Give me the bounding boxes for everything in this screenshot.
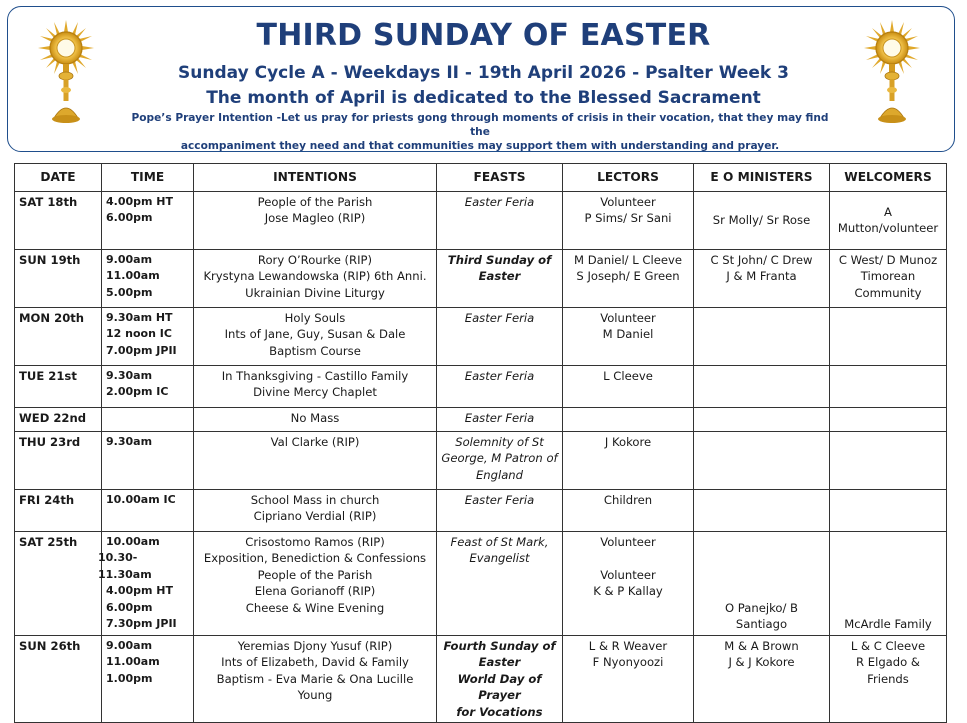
time-text: 4.00pm HT bbox=[106, 584, 174, 597]
intention-text: Crisostomo Ramos (RIP) bbox=[245, 534, 385, 549]
intention-text: Elena Gorianoff (RIP) bbox=[254, 584, 376, 598]
lector-text: F Nyonyoozi bbox=[592, 655, 664, 669]
table-row bbox=[15, 365, 947, 407]
popes-prayer-intention bbox=[130, 111, 830, 153]
feast-text: Easter bbox=[478, 269, 521, 283]
welcomers-cell bbox=[830, 307, 947, 365]
intention-text: Ints of Jane, Guy, Susan & Dale bbox=[224, 327, 406, 341]
lector-text bbox=[567, 550, 689, 567]
time-cell bbox=[102, 307, 194, 365]
lectors-cell bbox=[563, 531, 694, 635]
lectors-cell bbox=[563, 431, 694, 489]
intentions-cell bbox=[194, 365, 437, 407]
intentions-cell bbox=[194, 249, 437, 307]
column-header: DATE bbox=[15, 164, 102, 192]
time-cell bbox=[102, 407, 194, 431]
lector-text: M Daniel/ L Cleeve bbox=[574, 252, 682, 267]
feast-text: George, M Patron of bbox=[441, 451, 558, 465]
lector-text: S Joseph/ E Green bbox=[576, 269, 680, 283]
table-row bbox=[15, 407, 947, 431]
feast-text: Easter bbox=[478, 655, 521, 669]
page-subtitle: Sunday Cycle A - Weekdays II - 19th April 2026 - Psalter Week 3 bbox=[178, 63, 789, 83]
lectors-cell bbox=[563, 307, 694, 365]
intention-text: Val Clarke (RIP) bbox=[270, 434, 360, 449]
table-row bbox=[15, 249, 947, 307]
feast-text: Third Sunday of bbox=[447, 252, 552, 267]
time-text: 6.00pm bbox=[106, 211, 153, 224]
lector-text: Volunteer bbox=[600, 534, 656, 549]
lectors-cell bbox=[563, 191, 694, 249]
lector-text: J Kokore bbox=[604, 434, 652, 449]
time-cell bbox=[102, 489, 194, 531]
eo-ministers-cell bbox=[694, 249, 830, 307]
welcomer-text: Timorean bbox=[860, 269, 916, 283]
column-header: TIME bbox=[102, 164, 194, 192]
welcomer-text: Community bbox=[854, 285, 922, 300]
eo-text: J & J Kokore bbox=[728, 655, 795, 669]
eo-ministers-cell bbox=[694, 307, 830, 365]
lectors-cell bbox=[563, 489, 694, 531]
table-row bbox=[15, 531, 947, 635]
intention-text: Exposition, Benediction & Confessions bbox=[203, 551, 427, 565]
time-text: 11.00am bbox=[106, 269, 160, 282]
feast-cell bbox=[437, 249, 563, 307]
welcomers-cell bbox=[830, 635, 947, 723]
eo-text: Sr Molly/ Sr Rose bbox=[712, 212, 811, 227]
eo-text: C St John/ C Drew bbox=[710, 252, 813, 267]
intention-text: Holy Souls bbox=[284, 310, 346, 325]
intentions-cell bbox=[194, 531, 437, 635]
lectors-cell bbox=[563, 365, 694, 407]
time-text: 12 noon IC bbox=[106, 327, 172, 340]
time-text: 2.00pm IC bbox=[106, 385, 169, 398]
time-text: 11.00am bbox=[106, 655, 160, 668]
lector-text: L & R Weaver bbox=[588, 638, 668, 653]
lector-text: Volunteer bbox=[600, 310, 656, 325]
lector-text: Volunteer bbox=[600, 567, 656, 582]
time-cell bbox=[102, 635, 194, 723]
eo-ministers-cell bbox=[694, 191, 830, 249]
intention-text: Ukrainian Divine Liturgy bbox=[245, 285, 385, 300]
intentions-cell bbox=[194, 407, 437, 431]
lector-text: L Cleeve bbox=[603, 368, 653, 383]
time-text: 7.30pm JPII bbox=[106, 617, 177, 630]
intention-text: Divine Mercy Chaplet bbox=[253, 385, 377, 399]
date-cell: SUN 19th bbox=[15, 249, 102, 307]
time-text: 9.00am bbox=[106, 252, 153, 266]
lector-text: K & P Kallay bbox=[593, 584, 663, 598]
feast-text: Easter Feria bbox=[464, 310, 535, 325]
feast-cell bbox=[437, 407, 563, 431]
date-cell: FRI 24th bbox=[15, 489, 102, 531]
table-header-row bbox=[15, 164, 947, 192]
column-header: E O MINISTERS bbox=[694, 164, 830, 192]
eo-text: J & M Franta bbox=[726, 269, 797, 283]
column-header: WELCOMERS bbox=[830, 164, 947, 192]
lectors-cell bbox=[563, 407, 694, 431]
feast-cell bbox=[437, 307, 563, 365]
intentions-cell bbox=[194, 191, 437, 249]
time-text: 9.30am bbox=[106, 368, 153, 382]
lector-text: M Daniel bbox=[602, 327, 654, 341]
feast-text: Fourth Sunday of bbox=[443, 638, 556, 653]
date-cell: WED 22nd bbox=[15, 407, 102, 431]
time-text: 10.00am IC bbox=[106, 492, 176, 506]
welcomers-cell bbox=[830, 431, 947, 489]
feast-text: Easter Feria bbox=[464, 194, 535, 209]
feast-cell bbox=[437, 531, 563, 635]
feast-text: Evangelist bbox=[469, 551, 530, 565]
page-title: THIRD SUNDAY OF EASTER bbox=[256, 18, 711, 53]
feast-cell bbox=[437, 365, 563, 407]
eo-ministers-cell bbox=[694, 365, 830, 407]
time-text: 5.00pm bbox=[106, 285, 153, 299]
intention-text: In Thanksgiving - Castillo Family bbox=[221, 368, 409, 383]
feast-text: Easter Feria bbox=[464, 368, 535, 383]
lectors-cell bbox=[563, 635, 694, 723]
eo-ministers-cell bbox=[694, 635, 830, 723]
date-cell: TUE 21st bbox=[15, 365, 102, 407]
welcomers-cell bbox=[830, 249, 947, 307]
lector-text: P Sims/ Sr Sani bbox=[584, 211, 672, 225]
time-text: 9.30am bbox=[106, 434, 153, 448]
intentions-cell bbox=[194, 635, 437, 723]
feast-text: for Vocations bbox=[456, 704, 543, 719]
month-dedication: The month of April is dedicated to the Blessed Sacrament bbox=[206, 88, 761, 108]
welcomers-cell bbox=[830, 489, 947, 531]
eo-ministers-cell bbox=[694, 531, 830, 635]
column-header: FEASTS bbox=[437, 164, 563, 192]
time-text: 1.00pm bbox=[106, 671, 153, 685]
intention-text: People of the Parish bbox=[257, 194, 373, 209]
mass-schedule-table bbox=[14, 163, 947, 723]
intention-text: Baptism Course bbox=[269, 343, 361, 358]
lector-text: Children bbox=[603, 492, 653, 507]
table-row bbox=[15, 191, 947, 249]
welcomers-cell bbox=[830, 407, 947, 431]
feast-text: Solemnity of St bbox=[455, 434, 544, 449]
time-text: 4.00pm HT bbox=[106, 194, 174, 208]
time-cell bbox=[102, 365, 194, 407]
feast-cell bbox=[437, 635, 563, 723]
feast-text: Feast of St Mark, bbox=[450, 534, 549, 549]
prayer-line: Pope’s Prayer Intention -Let us pray for priests gong through moments of crisis in their vocation, that they may find the bbox=[131, 112, 829, 138]
intention-text: Krystyna Lewandowska (RIP) 6th Anni. bbox=[203, 269, 427, 283]
time-cell bbox=[102, 249, 194, 307]
feast-text: England bbox=[475, 467, 524, 482]
feast-text: World Day of Prayer bbox=[457, 671, 542, 702]
welcomer-text: L & C Cleeve bbox=[850, 638, 926, 653]
intention-text: Baptism - Eva Marie & Ona Lucille Young bbox=[216, 671, 414, 702]
table-row bbox=[15, 431, 947, 489]
feast-text: Easter Feria bbox=[464, 410, 535, 425]
date-cell: SUN 26th bbox=[15, 635, 102, 723]
feast-cell bbox=[437, 191, 563, 249]
intention-text: Yeremias Djony Yusuf (RIP) bbox=[237, 638, 393, 653]
feast-cell bbox=[437, 489, 563, 531]
intention-text: Cheese & Wine Evening bbox=[245, 600, 385, 615]
table-row bbox=[15, 307, 947, 365]
time-text: 7.00pm JPII bbox=[106, 343, 177, 357]
eo-ministers-cell bbox=[694, 489, 830, 531]
column-header: INTENTIONS bbox=[194, 164, 437, 192]
eo-ministers-cell bbox=[694, 407, 830, 431]
date-cell: SAT 18th bbox=[15, 191, 102, 249]
welcomers-cell bbox=[830, 365, 947, 407]
welcomer-text: C West/ D Munoz bbox=[838, 252, 938, 267]
time-cell bbox=[102, 191, 194, 249]
intention-text: Ints of Elizabeth, David & Family bbox=[221, 655, 409, 669]
welcomer-text: McArdle Family bbox=[844, 617, 932, 631]
welcomer-text: R Elgado & Friends bbox=[856, 655, 920, 686]
time-text: 9.00am bbox=[106, 638, 153, 652]
table-row bbox=[15, 635, 947, 723]
feast-cell bbox=[437, 431, 563, 489]
welcomer-text: A Mutton/volunteer bbox=[837, 204, 939, 235]
welcomers-cell bbox=[830, 191, 947, 249]
intention-text: Cipriano Verdial (RIP) bbox=[253, 509, 377, 523]
lectors-cell bbox=[563, 249, 694, 307]
time-cell bbox=[98, 531, 194, 635]
feast-text: Easter Feria bbox=[464, 492, 535, 507]
column-header: LECTORS bbox=[563, 164, 694, 192]
date-cell: MON 20th bbox=[15, 307, 102, 365]
eo-text: O Panejko/ B Santiago bbox=[724, 600, 799, 631]
welcomers-cell bbox=[830, 531, 947, 635]
date-cell: SAT 25th bbox=[15, 531, 102, 635]
lector-text: Volunteer bbox=[600, 194, 656, 209]
eo-text: M & A Brown bbox=[724, 638, 799, 653]
time-cell bbox=[102, 431, 194, 489]
time-text: 10.00am bbox=[106, 534, 160, 548]
eo-ministers-cell bbox=[694, 431, 830, 489]
intention-text: Jose Magleo (RIP) bbox=[264, 211, 366, 225]
prayer-line: accompaniment they need and that communities may support them with understanding and prayer. bbox=[180, 140, 780, 152]
intentions-cell bbox=[194, 489, 437, 531]
intention-text: Rory O’Rourke (RIP) bbox=[257, 252, 373, 267]
intention-text: People of the Parish bbox=[257, 567, 373, 582]
intention-text: School Mass in church bbox=[250, 492, 380, 507]
time-text: 6.00pm bbox=[106, 600, 153, 614]
intentions-cell bbox=[194, 307, 437, 365]
intention-text: No Mass bbox=[290, 410, 340, 425]
date-cell: THU 23rd bbox=[15, 431, 102, 489]
table-row bbox=[15, 489, 947, 531]
time-text: 10.30-11.30am bbox=[98, 551, 152, 581]
time-text: 9.30am HT bbox=[106, 310, 173, 324]
intentions-cell bbox=[194, 431, 437, 489]
